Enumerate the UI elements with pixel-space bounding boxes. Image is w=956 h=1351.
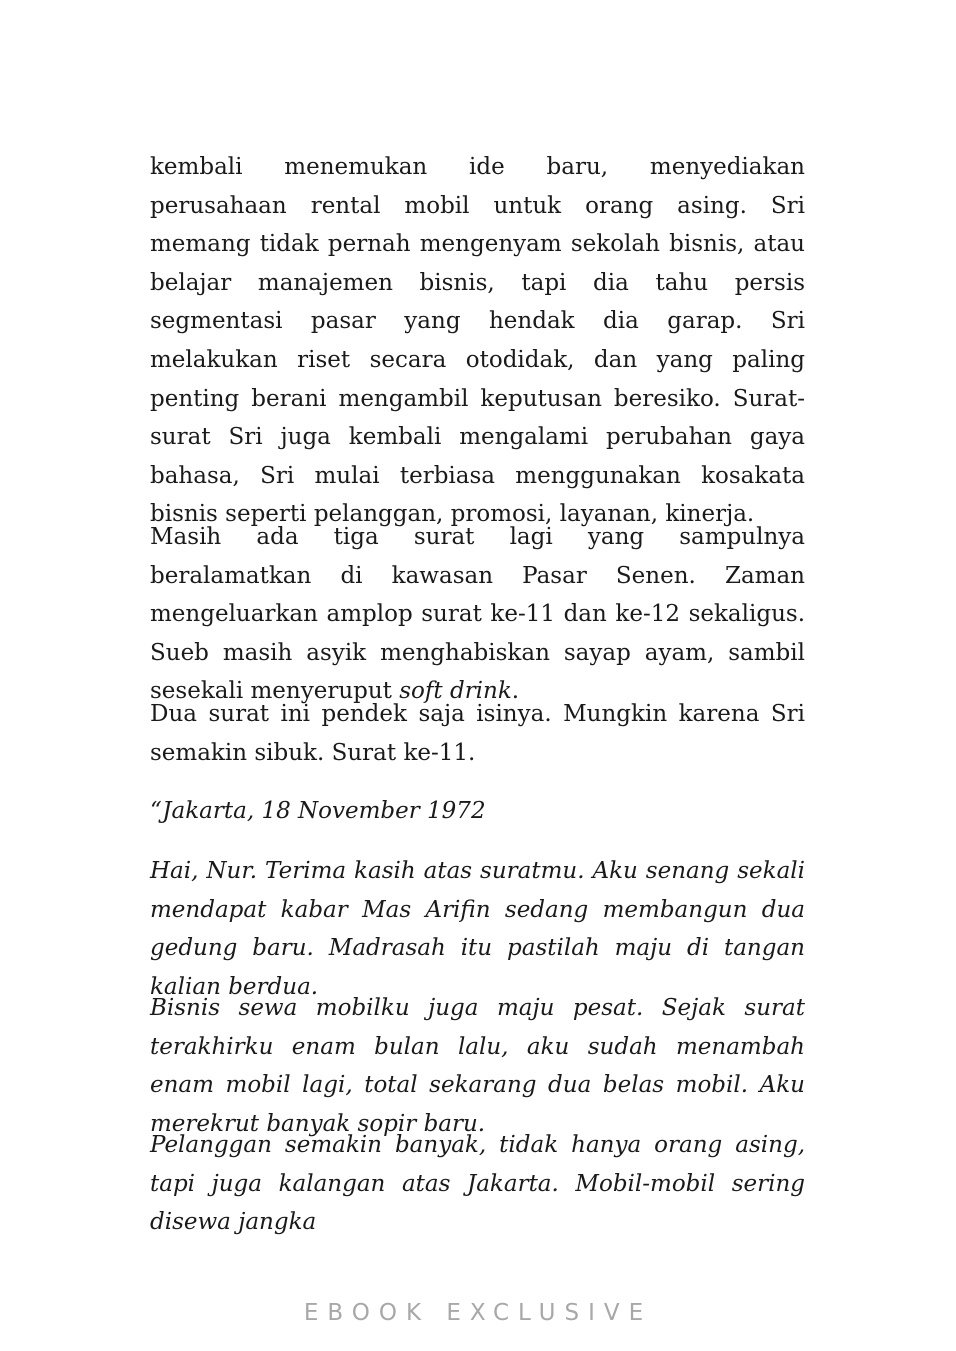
letter-paragraph-customers: Pelanggan semakin banyak, tidak hanya orang asing, tapi juga kalangan atas Jakarta. Mobil-mobil sering disewa jangka xyxy=(150,1132,805,1236)
body-paragraph-short-letters: Dua surat ini pendek saja isinya. Mungkin karena Sri semakin sibuk. Surat ke-11. xyxy=(150,701,805,766)
italic-phrase: soft drink xyxy=(399,678,512,705)
letter-paragraph-business: Bisnis sewa mobilku juga maju pesat. Sejak surat terakhirku enam bulan lalu, aku sudah menambah enam mobil lagi, total sekarang dua belas mobil. Aku merekrut banyak sopir baru. xyxy=(150,995,805,1137)
body-paragraph-three-letters xyxy=(150,518,805,711)
letter-paragraph-greeting: Hai, Nur. Terima kasih atas suratmu. Aku senang sekali mendapat kabar Mas Arifin sedang membangun dua gedung baru. Madrasah itu pastilah maju di tangan kalian berdua. xyxy=(150,858,805,1000)
paragraph-punctuation: . xyxy=(511,678,520,705)
letter-dateline: “Jakarta, 18 November 1972 xyxy=(150,798,486,824)
body-paragraph-rental-business: kembali menemukan ide baru, menyediakan perusahaan rental mobil untuk orang asing. Sri memang tidak pernah mengenyam sekolah bisnis, atau belajar manajemen bisnis, tapi dia tahu persis segmentasi pasar yang hendak dia garap. Sri melakukan riset secara otodidak, dan yang paling penting berani mengambil keputusan beresiko. Surat-surat Sri juga kembali mengalami perubahan gaya bahasa, Sri mulai terbiasa menggunakan kosakata bisnis seperti pelanggan, promosi, layanan, kinerja. xyxy=(150,154,805,528)
paragraph-text: Masih ada tiga surat lagi yang sampulnya beralamatkan di kawasan Pasar Senen. Zaman mengeluarkan amplop surat ke-11 dan ke-12 sekaligus. Sueb masih asyik menghabiskan sayap ayam, sambil sesekali menyeruput xyxy=(150,524,805,705)
footer-watermark: EBOOK EXCLUSIVE xyxy=(303,1300,653,1326)
